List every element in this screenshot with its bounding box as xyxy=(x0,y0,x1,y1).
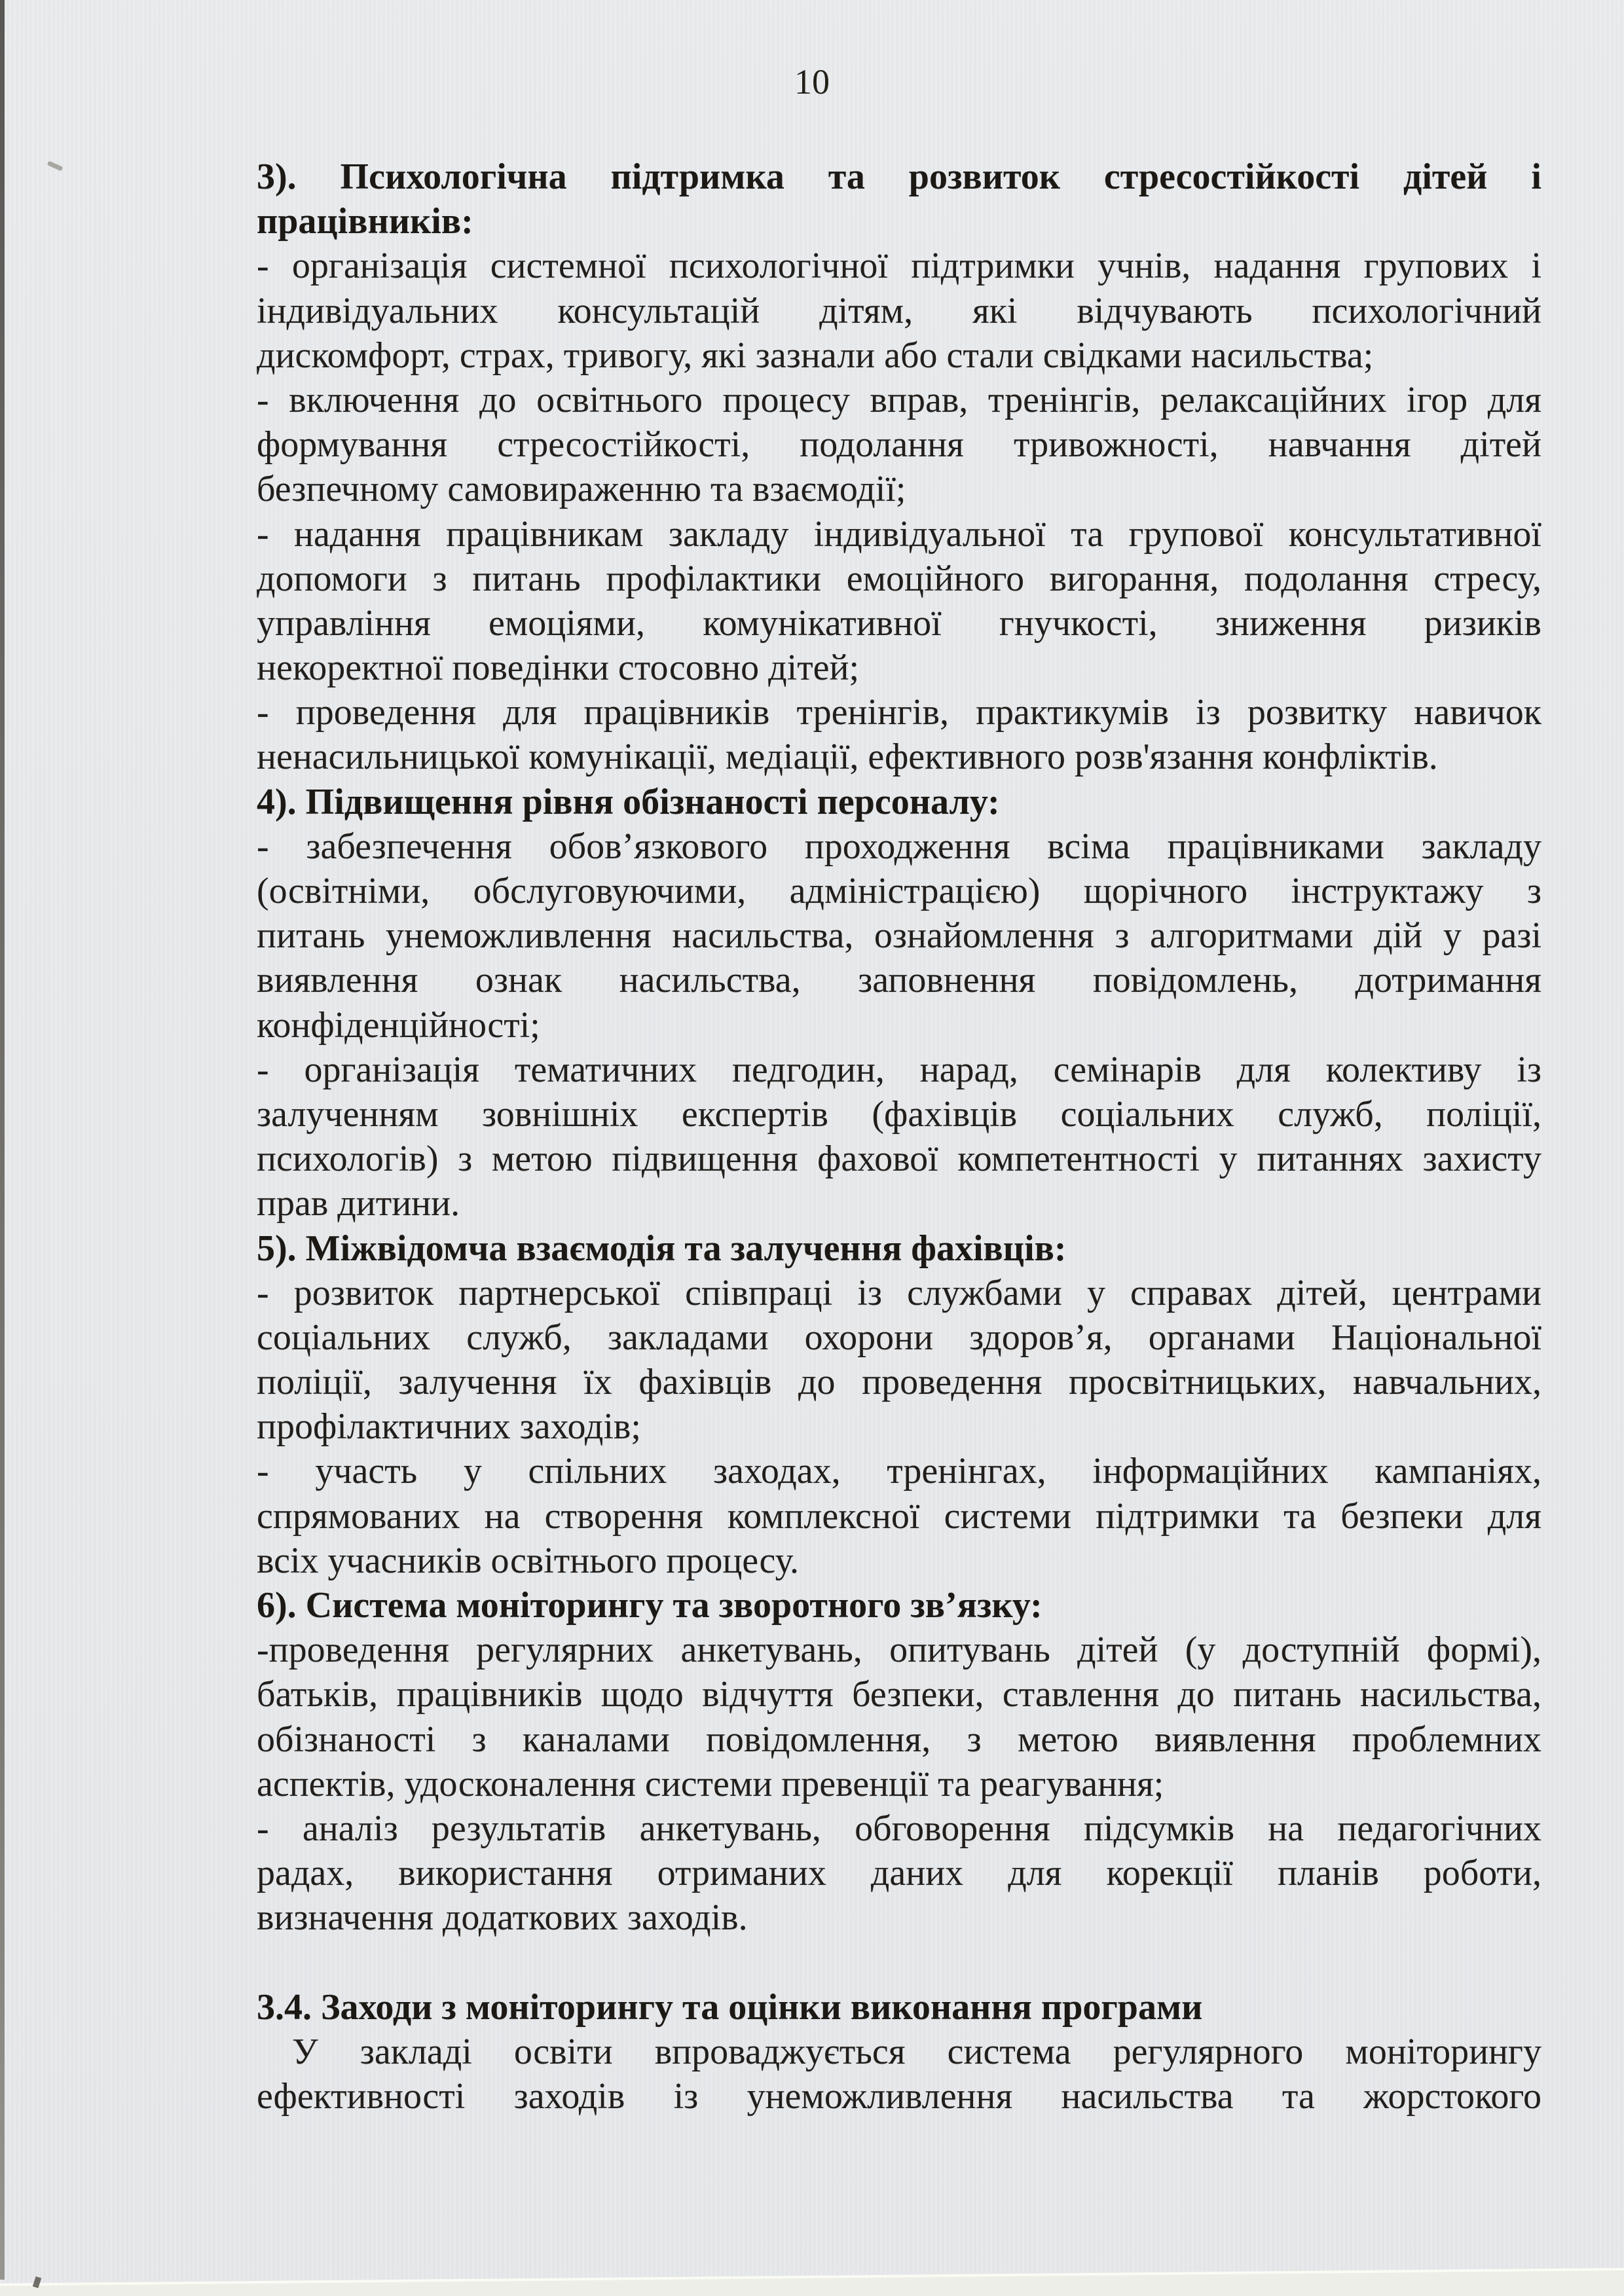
text-line: поліції, залучення їх фахівців до проведення просвітницьких, навчальних, xyxy=(257,1362,1541,1403)
text-line: прав дитини. xyxy=(257,1183,460,1224)
text-line: визначення додаткових заходів. xyxy=(257,1897,748,1939)
text-line: працівників: xyxy=(257,201,473,242)
text-line: 3.4. Заходи з моніторингу та оцінки виконання програми xyxy=(257,1986,1203,2028)
scan-edge-shadow xyxy=(0,0,5,2280)
text-line: 4). Підвищення рівня обізнаності персоналу: xyxy=(257,781,1000,822)
text-line: - включення до освітнього процесу вправ, тренінгів, релаксаційних ігор для xyxy=(257,379,1541,420)
page-number: 10 xyxy=(794,62,830,101)
text-line: ненасильницької комунікації, медіації, ефективного розв'язання конфліктів. xyxy=(257,737,1438,778)
text-line: ефективності заходів із унеможливлення насильства та жорстокого xyxy=(257,2075,1541,2117)
text-line: управління емоціями, комунікативної гнучкості, зниження ризиків xyxy=(257,602,1541,644)
text-line: дискомфорт, страх, тривогу, які зазнали або стали свідками насильства; xyxy=(257,335,1374,376)
pencil-mark xyxy=(47,160,64,171)
text-line: (освітніми, обслуговуючими, адміністрацією) щорічного інструктажу з xyxy=(257,871,1541,911)
text-line: 5). Міжвідомча взаємодія та залучення фахівців: xyxy=(257,1228,1067,1269)
text-line: -проведення регулярних анкетувань, опитувань дітей (у доступній формі), xyxy=(257,1630,1541,1671)
text-line: 6). Система моніторингу та зворотного зв’язку: xyxy=(257,1585,1043,1626)
text-line: - надання працівникам закладу індивідуальної та групової консультативної xyxy=(257,513,1541,555)
text-line: - організація системної психологічної підтримки учнів, надання групових і xyxy=(257,246,1541,287)
text-line: питань унеможливлення насильства, ознайомлення з алгоритмами дій у разі xyxy=(257,915,1541,957)
text-line: конфіденційності; xyxy=(257,1004,540,1046)
text-line: залученням зовнішніх експертів (фахівців соціальних служб, поліції, xyxy=(257,1093,1541,1135)
scanner-bottom-strip xyxy=(0,2267,1624,2296)
text-line: - проведення для працівників тренінгів, практикумів із розвитку навичок xyxy=(257,692,1541,733)
text-line: радах, використання отриманих даних для корекції планів роботи, xyxy=(257,1853,1541,1894)
document-body xyxy=(257,155,1541,2119)
text-line: безпечному самовираженню та взаємодії; xyxy=(257,469,906,510)
text-line: батьків, працівників щодо відчуття безпеки, ставлення до питань насильства, xyxy=(257,1674,1541,1715)
text-line: формування стресостійкості, подолання тривожності, навчання дітей xyxy=(257,424,1541,465)
text-line: спрямованих на створення комплексної системи підтримки та безпеки для xyxy=(257,1495,1541,1537)
text-line: - організація тематичних педгодин, нарад, семінарів для колективу із xyxy=(257,1049,1541,1090)
text-line: допомоги з питань профілактики емоційного вигорання, подолання стресу, xyxy=(257,558,1541,599)
text-line: індивідуальних консультацій дітям, які відчувають психологічний xyxy=(257,290,1541,331)
text-line: виявлення ознак насильства, заповнення повідомлень, дотримання xyxy=(257,960,1541,1001)
text-line: У закладі освіти впроваджується система регулярного моніторингу xyxy=(292,2031,1541,2072)
text-line: - участь у спільних заходах, тренінгах, інформаційних кампаніях, xyxy=(257,1451,1541,1492)
text-line: - аналіз результатів анкетувань, обговорення підсумків на педагогічних xyxy=(257,1808,1541,1849)
text-line: некоректної поведінки стосовно дітей; xyxy=(257,647,860,689)
text-line: всіх учасників освітнього процесу. xyxy=(257,1540,800,1581)
text-line: - розвиток партнерської співпраці із службами у справах дітей, центрами xyxy=(257,1272,1541,1313)
text-line: - забезпечення обов’язкового проходження всіма працівниками закладу xyxy=(257,826,1541,867)
text-line: соціальних служб, закладами охорони здоров’я, органами Національної xyxy=(257,1317,1541,1358)
text-line: 3). Психологічна підтримка та розвиток стресостійкості дітей і xyxy=(257,156,1541,197)
text-line: аспектів, удосконалення системи превенції та реагування; xyxy=(257,1763,1164,1804)
text-line: психологів) з метою підвищення фахової компетентності у питаннях захисту xyxy=(257,1139,1541,1180)
text-line: профілактичних заходів; xyxy=(257,1406,641,1448)
text-line: обізнаності з каналами повідомлення, з метою виявлення проблемних xyxy=(257,1719,1541,1760)
blank-line xyxy=(257,1941,1541,1985)
